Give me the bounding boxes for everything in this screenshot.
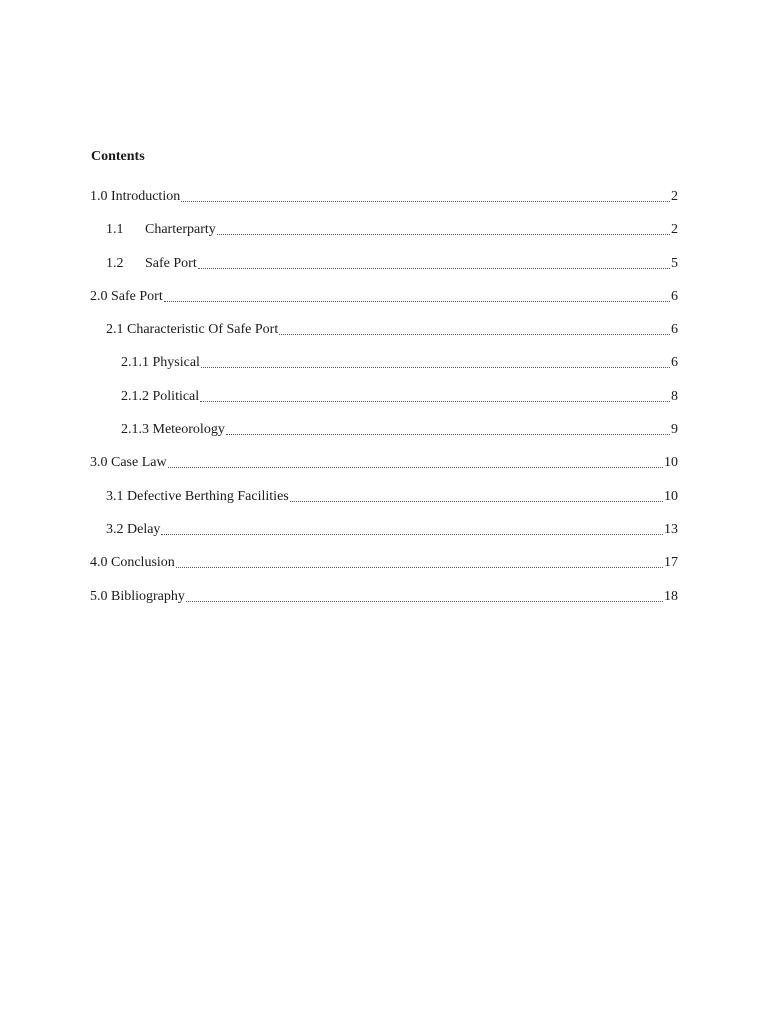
toc-dot-leader [186,601,663,602]
toc-entry-number: 2.1.1 [121,355,149,371]
toc-entry-title: Delay [127,521,161,537]
toc-entry-title: Political [152,388,200,404]
toc-entry[interactable] [0,419,768,452]
toc-entry-number: 1.2 [106,255,124,271]
toc-entry-title: Safe Port [145,255,197,271]
toc-entry-number: 4.0 [90,555,108,571]
toc-entry-page-number: 6 [671,288,678,304]
toc-entry-page-number: 6 [671,355,678,371]
toc-entry-line [106,319,678,339]
toc-entry-page-number: 9 [671,422,678,438]
toc-entry-title: Case Law [111,455,167,471]
toc-entry-line [121,419,678,439]
toc-entry-number: 3.2 [106,521,124,537]
toc-entry-line [106,486,678,506]
toc-entry-title: Characteristic Of Safe Port [127,322,279,338]
toc-entry-title: Defective Berthing Facilities [127,488,289,504]
toc-entry[interactable] [0,452,768,485]
toc-entry-line [106,253,678,273]
toc-entry-line [121,352,678,372]
toc-dot-leader [198,268,670,269]
toc-dot-leader [200,401,670,402]
toc-dot-leader [201,367,670,368]
toc-entry-title: Introduction [111,189,181,204]
toc-entry-number: 3.1 [106,488,124,504]
toc-entry-line [106,219,678,239]
toc-entry-page-number: 2 [671,189,678,204]
toc-entry-line [90,452,678,472]
contents-heading: Contents [91,149,145,164]
toc-entry-page-number: 8 [671,388,678,404]
toc-entry[interactable] [0,386,768,419]
toc-entry-title: Meteorology [152,422,225,438]
toc-entry-number: 2.0 [90,288,108,304]
toc-entry-number: 3.0 [90,455,108,471]
toc-entry[interactable] [0,586,768,619]
toc-entry-title: Charterparty [145,222,216,238]
toc-entry[interactable] [0,253,768,286]
toc-dot-leader [290,501,663,502]
toc-dot-leader [217,234,670,235]
table-of-contents [0,186,768,619]
toc-dot-leader [176,567,663,568]
toc-entry-title: Safe Port [111,288,163,304]
toc-entry-line [90,552,678,572]
toc-dot-leader [279,334,670,335]
toc-dot-leader [161,534,663,535]
toc-entry-title: Conclusion [111,555,175,571]
toc-entry-title: Bibliography [111,588,185,604]
toc-entry-page-number: 2 [671,222,678,238]
toc-dot-leader [168,467,663,468]
toc-dot-leader [226,434,670,435]
toc-entry-number: 1.0 [90,189,108,204]
toc-entry[interactable] [0,486,768,519]
toc-entry-number: 1.1 [106,222,124,238]
toc-entry[interactable] [0,186,768,219]
toc-entry-page-number: 10 [664,488,678,504]
toc-entry-page-number: 6 [671,322,678,338]
toc-entry-number: 2.1.3 [121,422,149,438]
toc-dot-leader [164,301,670,302]
toc-entry-line [90,586,678,606]
toc-entry-number: 2.1.2 [121,388,149,404]
toc-entry[interactable] [0,552,768,585]
toc-entry-number: 2.1 [106,322,124,338]
toc-entry[interactable] [0,319,768,352]
toc-entry-page-number: 17 [664,555,678,571]
toc-entry[interactable] [0,219,768,252]
toc-entry-line [90,286,678,306]
toc-entry[interactable] [0,286,768,319]
toc-entry-page-number: 13 [664,521,678,537]
toc-entry[interactable] [0,352,768,385]
toc-dot-leader [181,201,670,202]
toc-entry-page-number: 10 [664,455,678,471]
toc-entry-page-number: 18 [664,588,678,604]
toc-entry-page-number: 5 [671,255,678,271]
toc-entry-line [121,386,678,406]
toc-entry-line [90,186,678,206]
toc-entry-number: 5.0 [90,588,108,604]
toc-entry-title: Physical [152,355,200,371]
toc-entry[interactable] [0,519,768,552]
toc-entry-line [106,519,678,539]
